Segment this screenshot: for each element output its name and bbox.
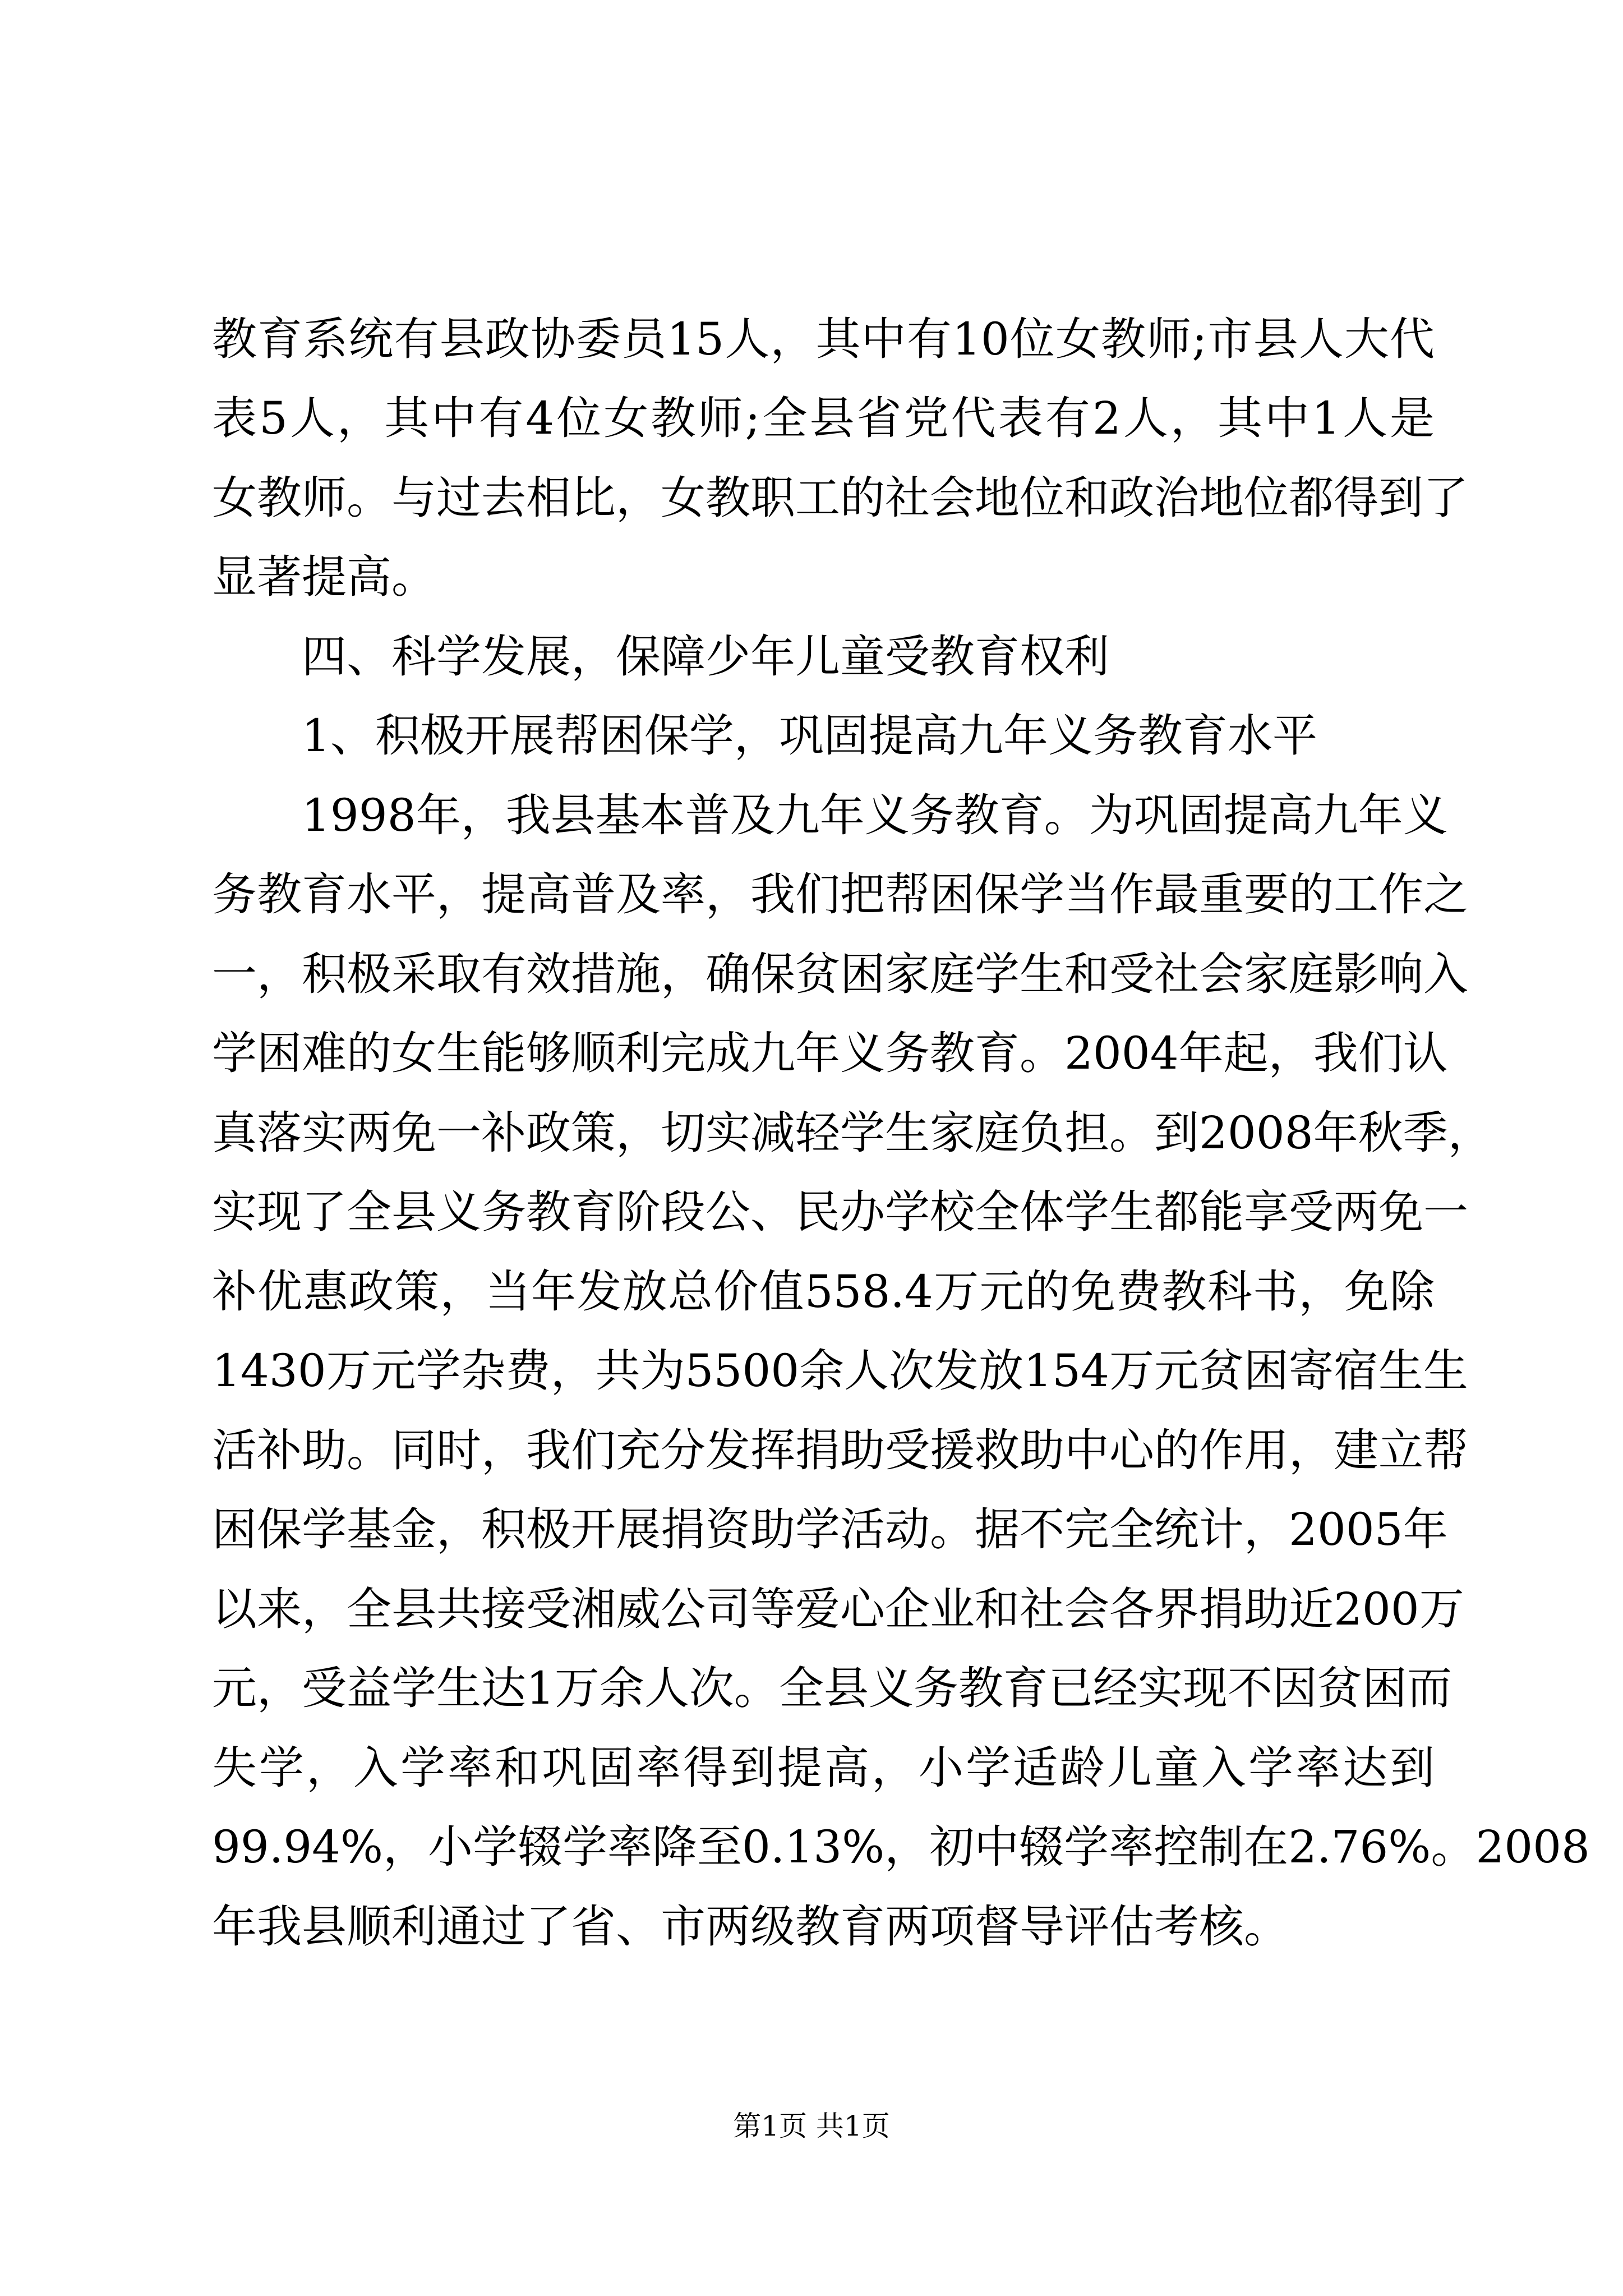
text-line: 以来，全县共接受湘威公司等爱心企业和社会各界捐助近200万 [212, 1583, 1464, 1635]
text-line: 1998年，我县基本普及九年义务教育。为巩固提高九年义 [302, 789, 1448, 841]
text-line: 实现了全县义务教育阶段公、民办学校全体学生都能享受两免一 [212, 1186, 1468, 1238]
text-line: 表5人，其中有4位女教师;全县省党代表有2人，其中1人是 [212, 392, 1435, 444]
section-heading: 四、科学发展，保障少年儿童受教育权利 [302, 631, 1109, 683]
text-line: 女教师。与过去相比，女教职工的社会地位和政治地位都得到了 [212, 472, 1468, 524]
text-line: 99.94%，小学辍学率降至0.13%，初中辍学率控制在2.76%。2008 [212, 1821, 1590, 1873]
text-line: 显著提高。 [212, 551, 436, 603]
text-line: 困保学基金，积极开展捐资助学活动。据不完全统计，2005年 [212, 1503, 1448, 1556]
text-line: 年我县顺利通过了省、市两级教育两项督导评估考核。 [212, 1901, 1289, 1953]
text-line: 一，积极采取有效措施，确保贫困家庭学生和受社会家庭影响入 [212, 948, 1468, 1000]
page-footer: 第1页 共1页 [733, 2110, 890, 2142]
text-line: 1430万元学杂费，共为5500余人次发放154万元贫困寄宿生生 [212, 1345, 1468, 1397]
text-line: 真落实两免一补政策，切实减轻学生家庭负担。到2008年秋季， [212, 1107, 1493, 1159]
text-line: 活补助。同时，我们充分发挥捐助受援救助中心的作用，建立帮 [212, 1424, 1468, 1476]
sub-heading: 1、积极开展帮困保学，巩固提高九年义务教育水平 [302, 710, 1317, 762]
text-line: 补优惠政策，当年发放总价值558.4万元的免费教科书，免除 [212, 1266, 1435, 1318]
text-line: 学困难的女生能够顺利完成九年义务教育。2004年起，我们认 [212, 1027, 1448, 1079]
text-line: 教育系统有县政协委员15人，其中有10位女教师;市县人大代 [212, 313, 1435, 365]
text-line: 务教育水平，提高普及率，我们把帮困保学当作最重要的工作之 [212, 868, 1468, 921]
text-line: 元，受益学生达1万余人次。全县义务教育已经实现不因贫困而 [212, 1662, 1452, 1714]
text-line: 失学，入学率和巩固率得到提高，小学适龄儿童入学率达到 [212, 1742, 1435, 1794]
